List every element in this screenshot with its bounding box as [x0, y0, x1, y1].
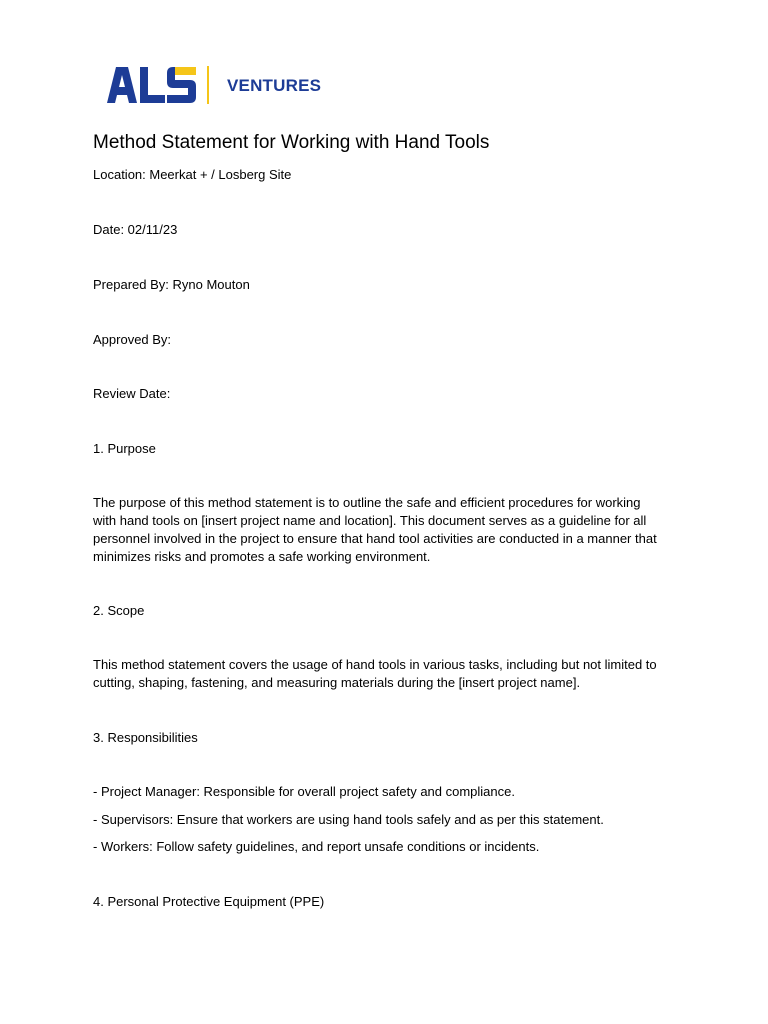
- purpose-line: personnel involved in the project to ensure that hand tool activities are conducted in a manner that: [93, 531, 657, 546]
- ppe-heading: 4. Personal Protective Equipment (PPE): [93, 894, 325, 909]
- review-date-line: Review Date:: [93, 386, 171, 401]
- scope-heading: 2. Scope: [93, 603, 145, 618]
- responsibility-item: - Supervisors: Ensure that workers are using hand tools safely and as per this statement.: [93, 812, 604, 827]
- purpose-line: minimizes risks and promotes a safe working environment.: [93, 549, 431, 564]
- scope-line: This method statement covers the usage of hand tools in various tasks, including but not limited to: [93, 657, 657, 672]
- scope-line: cutting, shaping, fastening, and measuring materials during the [insert project name].: [93, 675, 581, 690]
- purpose-heading: 1. Purpose: [93, 441, 156, 456]
- purpose-line: The purpose of this method statement is to outline the safe and efficient procedures for working: [93, 495, 641, 510]
- prepared-by-line: Prepared By: Ryno Mouton: [93, 277, 250, 292]
- location-line: Location: Meerkat + / Losberg Site: [93, 167, 292, 182]
- responsibility-item: - Workers: Follow safety guidelines, and report unsafe conditions or incidents.: [93, 839, 540, 854]
- purpose-line: with hand tools on [insert project name and location]. This document serves as a guideline for all: [93, 513, 647, 528]
- logo-wordmark: VENTURES: [227, 76, 322, 95]
- als-logo-mark: [107, 64, 199, 106]
- responsibilities-heading: 3. Responsibilities: [93, 730, 198, 745]
- company-logo: [107, 64, 337, 108]
- purpose-paragraph: [93, 494, 673, 566]
- logo-divider: [207, 66, 209, 104]
- document-title: Method Statement for Working with Hand Tools: [93, 132, 490, 153]
- responsibility-item: - Project Manager: Responsible for overall project safety and compliance.: [93, 784, 515, 799]
- date-line: Date: 02/11/23: [93, 222, 178, 237]
- scope-paragraph: [93, 656, 673, 692]
- approved-by-line: Approved By:: [93, 332, 172, 347]
